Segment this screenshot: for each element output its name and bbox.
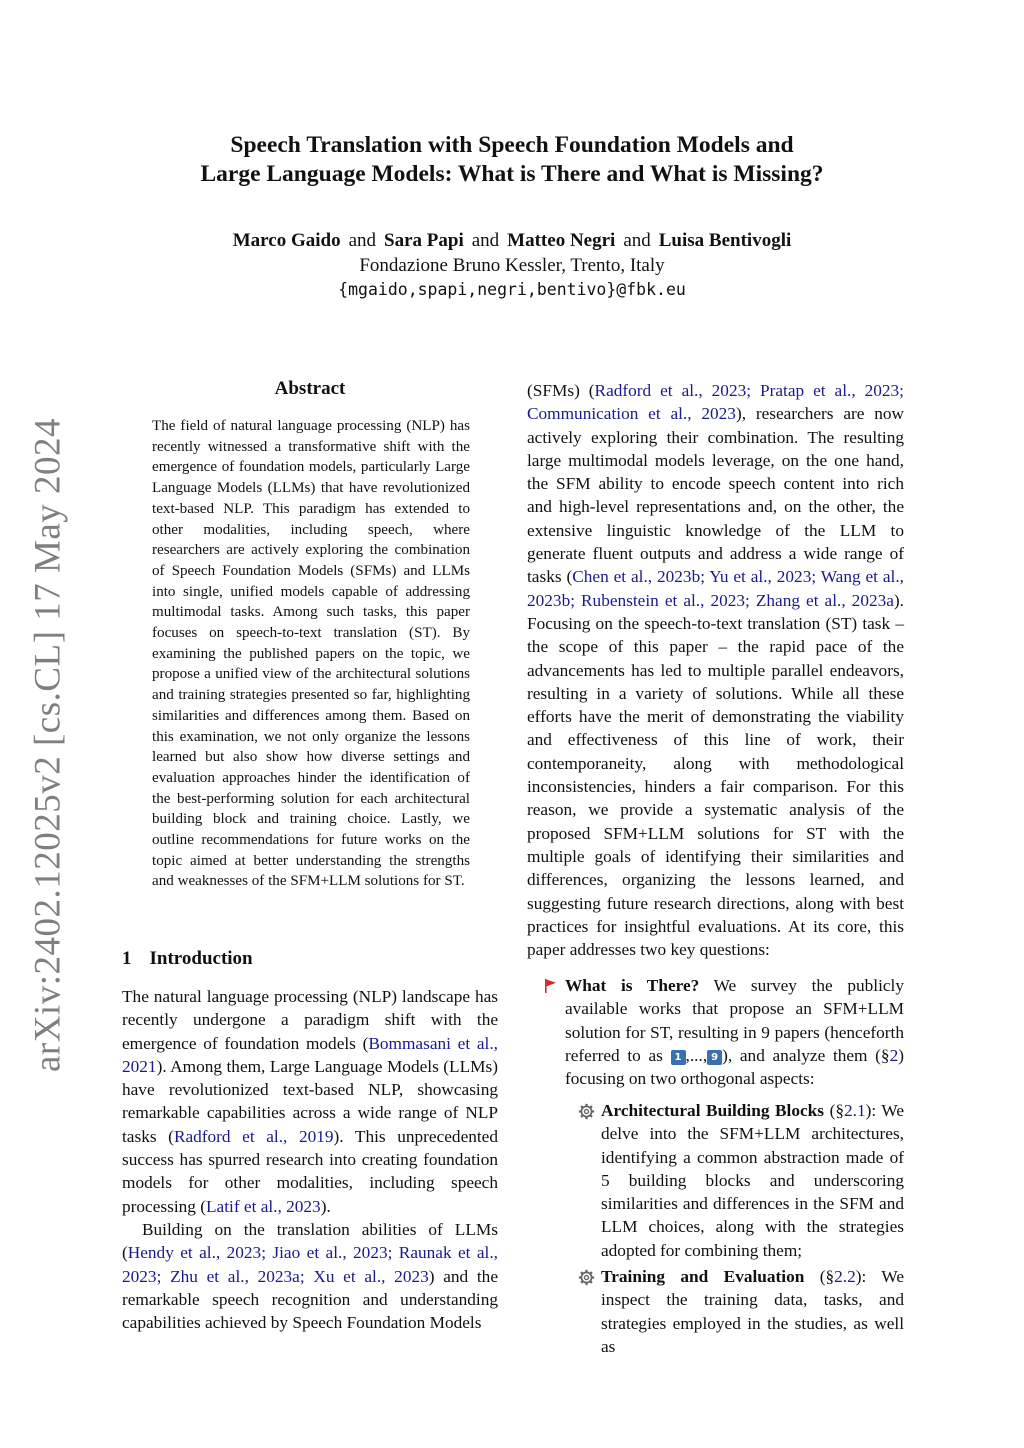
author-separator: and bbox=[623, 230, 651, 251]
citation-link[interactable]: Latif et al., 2023 bbox=[206, 1196, 321, 1216]
sub-bullet-training-and-evaluation bbox=[601, 1265, 904, 1358]
title-line-1: Speech Translation with Speech Foundation Models and bbox=[230, 132, 794, 158]
paragraph bbox=[565, 974, 904, 1090]
text-run: (§ bbox=[824, 1101, 844, 1120]
author-separator: and bbox=[348, 230, 377, 251]
bullet-heading: Architectural Building Blocks bbox=[601, 1101, 825, 1120]
citation-link[interactable]: Hendy et al., 2023; Jiao et al., 2023; Raunak et al., 2023; Zhu et al., 2023a; Xu et al., 2023 bbox=[122, 1243, 498, 1286]
right-column-text bbox=[527, 379, 904, 961]
abstract-heading: Abstract bbox=[274, 378, 346, 399]
text-run: ): We delve into the SFM+LLM architectures, identifying a common abstraction made of 5 building blocks and underscoring similarities and differences in the SFM and LLM choices, along with the strategies adopted for combining them; bbox=[601, 1101, 905, 1260]
author-name: Sara Papi bbox=[384, 230, 464, 251]
text-run: ,..., bbox=[685, 1045, 708, 1065]
title-line-2: Large Language Models: What is There and What is Missing? bbox=[200, 161, 824, 187]
text-run: ). Among them, Large Language Models (LLMs) have revolutionized text-based NLP, showcasing remarkable capabilities across a wide range of NLP tasks ( bbox=[122, 1056, 498, 1146]
arxiv-identifier: arXiv:2402.12025v2 [cs.CL] 17 May 2024 bbox=[27, 417, 69, 1073]
text-run: (§ bbox=[804, 1267, 835, 1286]
paper-badge-icon: 9 bbox=[707, 1050, 722, 1065]
paragraph bbox=[122, 985, 498, 1218]
section-number: 1 bbox=[122, 948, 132, 969]
text-run: ). This unprecedented success has spurred research into creating foundation models for other modalities, including speech processing ( bbox=[122, 1126, 498, 1216]
flag-icon bbox=[543, 978, 559, 994]
author-name: Luisa Bentivogli bbox=[658, 230, 792, 251]
introduction-text bbox=[122, 985, 498, 1334]
author-email[interactable]: {mgaido,spapi,negri,bentivo}@fbk.eu bbox=[338, 280, 686, 299]
citation-link[interactable]: Radford et al., 2023; Pratap et al., 2023; Communication et al., 2023 bbox=[527, 381, 904, 424]
section-link[interactable]: 2.1 bbox=[843, 1101, 866, 1120]
gear-icon bbox=[578, 1269, 595, 1286]
text-run: ), researchers are now actively exploring their combination. The resulting large multimodal models leverage, on the one hand, the SFM ability to encode speech content into rich and high-level representations and, on the other, the extensive linguistic knowledge of the LLM to generate fluent outputs and address a wide range of tasks ( bbox=[527, 404, 904, 587]
text-run: (SFMs) ( bbox=[527, 381, 595, 400]
text-run: ) and the remarkable speech recognition and understanding capabilities achieved by Speech Foundation Models bbox=[122, 1266, 498, 1333]
paragraph bbox=[601, 1265, 904, 1358]
text-run: We survey the publicly available works that propose an SFM+LLM solution for ST, resulting in 9 papers (henceforth referred to as bbox=[565, 976, 904, 1065]
author-separator: and bbox=[471, 230, 500, 251]
gear-icon bbox=[578, 1103, 595, 1120]
paragraph bbox=[527, 379, 904, 961]
author-name: Matteo Negri bbox=[507, 230, 616, 251]
question-bullet-what-is-there bbox=[565, 974, 904, 1090]
author-name: Marco Gaido bbox=[232, 230, 341, 251]
text-run: ). bbox=[320, 1196, 331, 1216]
author-list bbox=[0, 229, 1024, 253]
citation-link[interactable]: Bommasani et al., 2021 bbox=[122, 1033, 498, 1076]
paper-badge-icon: 1 bbox=[671, 1050, 686, 1065]
text-run: The natural language processing (NLP) landscape has recently undergone a paradigm shift with the emergence of foundation models ( bbox=[122, 987, 498, 1053]
section-heading bbox=[122, 948, 253, 970]
text-run: ), and analyze them (§ bbox=[722, 1045, 890, 1065]
bullet-heading: Training and Evaluation bbox=[601, 1267, 805, 1286]
sub-bullet-architectural-building-blocks bbox=[601, 1099, 904, 1262]
abstract-body: The field of natural language processing (NLP) has recently witnessed a transformative shift with the emergence of foundation models, particularly Large Language Models (LLMs) that have revolutionized text-based NLP. This paradigm has extended to other modalities, including speech, where researchers are actively exploring the combination of Speech Foundation Models (SFMs) and LLMs into single, unified models capable of addressing multimodal tasks. Among such tasks, this paper focuses on speech-to-text translation (ST). By examining the published papers on the topic, we propose a unified view of the architectural solutions and training strategies presented so far, highlighting similarities and differences among them. Based on this examination, we not only organize the lessons learned but also show how diverse settings and evaluation approaches hinder the identification of the best-performing solution for each architectural building block and training choice. Lastly, we outline recommendations for future works on the topic aimed at better understanding the strengths and weaknesses of the SFM+LLM solutions for ST. bbox=[152, 418, 470, 890]
text-run: ). Focusing on the speech-to-text translation (ST) task – the scope of this paper – the rapid pace of the advancements has led to multiple parallel endeavors, resulting in a variety of solutions. While all these efforts have the merit of demonstrating the viability and effectiveness of this line of work, their contemporaneity, along with methodological inconsistencies, hinders a fair comparison. For this reason, we provide a systematic analysis of the proposed SFM+LLM solutions for ST with the multiple goals of identifying their similarities and differences, organizing the lessons learned, and suggesting future research directions, along with best practices for insightful evaluations. At its core, this paper addresses two key questions: bbox=[527, 590, 904, 960]
paragraph bbox=[601, 1099, 904, 1262]
section-link[interactable]: 2.2 bbox=[834, 1267, 856, 1286]
paragraph bbox=[122, 1218, 498, 1334]
bullet-heading: What is There? bbox=[565, 976, 700, 995]
paper-title bbox=[0, 131, 1024, 189]
text-run: Building on the translation abilities of LLMs ( bbox=[122, 1219, 498, 1263]
section-title: Introduction bbox=[149, 948, 253, 969]
citation-link[interactable]: Chen et al., 2023b; Yu et al., 2023; Wang et al., 2023b; Rubenstein et al., 2023; Zhang et al., 2023a bbox=[527, 567, 905, 610]
citation-link[interactable]: Radford et al., 2019 bbox=[173, 1126, 334, 1146]
section-link[interactable]: 2 bbox=[889, 1045, 899, 1065]
text-run: ) focusing on two orthogonal aspects: bbox=[565, 1045, 904, 1089]
affiliation: Fondazione Bruno Kessler, Trento, Italy bbox=[359, 255, 665, 276]
text-run: ): We inspect the training data, tasks, and strategies employed in the studies, as well as bbox=[601, 1267, 904, 1356]
